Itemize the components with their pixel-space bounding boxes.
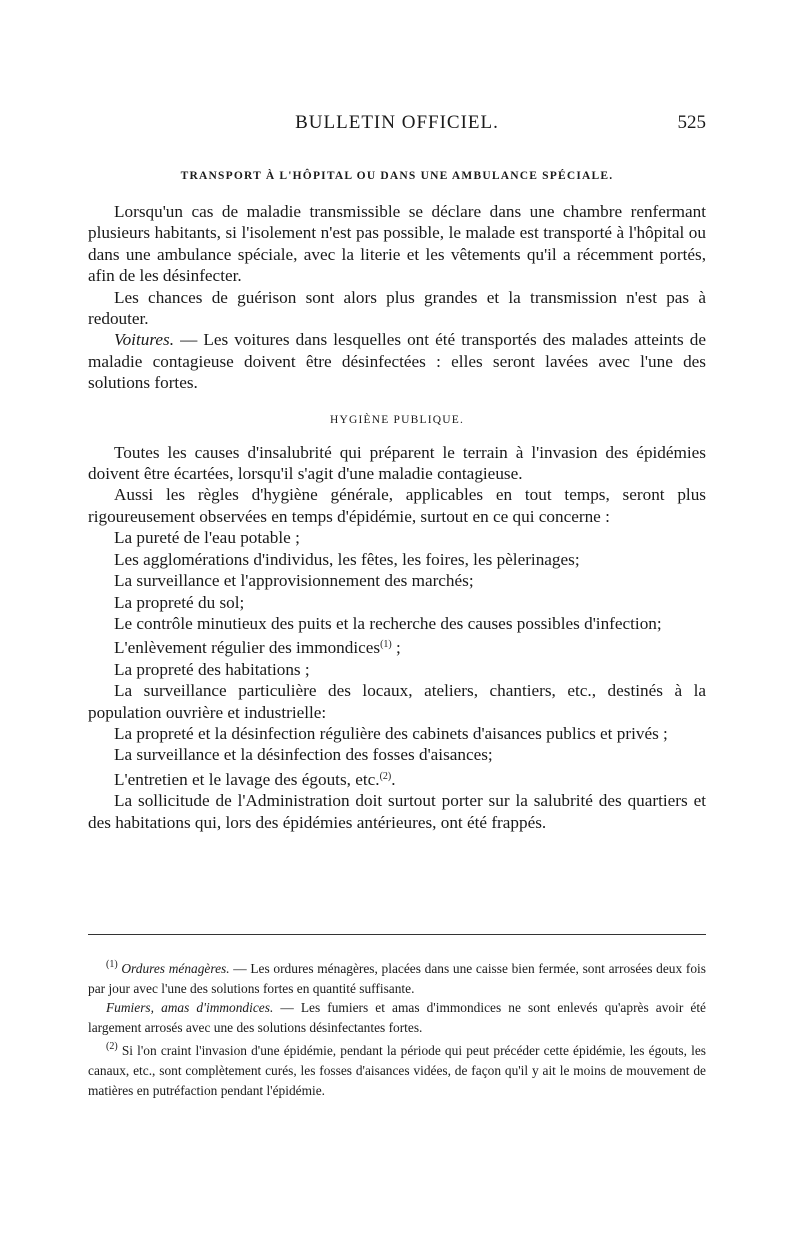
section-heading-hygiene: HYGIÈNE PUBLIQUE. [329, 413, 465, 426]
list-item [88, 766, 706, 790]
italic-lead: Voitures. [114, 330, 174, 350]
main-text [88, 170, 706, 833]
page-number: 525 [677, 112, 706, 133]
list-item: La pureté de l'eau potable ; [114, 528, 300, 548]
paragraph-voitures [88, 329, 706, 393]
list-item-text: L'entretien et le lavage des égouts, etc. [114, 769, 380, 789]
list-item: La propreté du sol; [114, 592, 245, 612]
list-item: Le contrôle minutieux des puits et la recherche des causes possibles d'infection; [114, 613, 662, 633]
footnote-2 [88, 1037, 706, 1100]
list-item: La sollicitude de l'Administration doit surtout porter sur la salubrité des quartiers et des habitations qui, lors des épidémies antérieures, ont été frappés. [88, 791, 706, 832]
list-item: La surveillance et l'approvisionnement des marchés; [114, 571, 474, 591]
list-item-suffix: . [391, 769, 396, 789]
italic-lead: Ordures ménagères. [121, 961, 230, 976]
italic-lead: Fumiers, amas d'immondices. [106, 1000, 274, 1016]
footnote-1b [88, 998, 706, 1037]
footnote-text: — Les fumiers et amas d'immondices ne sont enlevés qu'après avoir été largement arrosés avec une des solutions désinfectantes fortes. [88, 1000, 706, 1035]
footnote-mark: (1) [106, 959, 118, 970]
footnote-text: Si l'on craint l'invasion d'une épidémie, pendant la période qui peut précéder cette épidémie, les égouts, les canaux, etc., sont complètement curés, les fosses d'aisances vidées, de façon qu'il y ait le moins de mouvement de matières en putréfaction pendant l'épidémie. [88, 1043, 706, 1098]
footnote-ref[interactable]: (2) [379, 770, 392, 782]
list-item: La propreté des habitations ; [114, 659, 310, 679]
list-item: Les agglomérations d'individus, les fêtes, les foires, les pèlerinages; [114, 549, 580, 569]
list-item-suffix: ; [391, 638, 401, 658]
running-title: BULLETIN OFFICIEL. [295, 112, 499, 133]
footnotes [88, 955, 706, 1100]
running-header [88, 112, 706, 142]
paragraph: Les chances de guérison sont alors plus grandes et la transmission n'est pas à redouter. [88, 287, 706, 329]
paragraph: Aussi les règles d'hygiène générale, applicables en tout temps, seront plus rigoureusement observées en temps d'épidémie, surtout en ce qui concerne : [88, 485, 706, 526]
footnote-ref[interactable]: (1) [380, 639, 392, 651]
section-heading-transport: TRANSPORT À L'HÔPITAL OU DANS UNE AMBULANCE SPÉCIALE. [180, 170, 614, 182]
list-item [88, 634, 706, 658]
list-item: La surveillance et la désinfection des fosses d'aisances; [114, 745, 493, 765]
list-item: La propreté et la désinfection régulière des cabinets d'aisances publics et privés ; [114, 723, 668, 743]
footnote-text: — Les ordures ménagères, placées dans une caisse bien fermée, sont arrosées deux fois par jour avec l'une des solutions fortes en quantité suffisante. [88, 961, 706, 996]
paragraph: Lorsqu'un cas de maladie transmissible se déclare dans une chambre renfermant plusieurs habitants, si l'isolement n'est pas possible, le malade est transporté à l'hôpital ou dans une ambulance spéciale, avec la literie et les vêtements qu'il a récemment portés, afin de les désinfecter. [88, 202, 706, 286]
list-item-text: L'enlèvement régulier des immondices [114, 638, 381, 658]
footnote-mark: (2) [106, 1041, 118, 1053]
list-item: La surveillance particulière des locaux, ateliers, chantiers, etc., destinés à la population ouvrière et industrielle: [88, 681, 706, 722]
footnote-1 [88, 955, 706, 998]
footnote-divider [88, 934, 706, 935]
paragraph-text: — Les voitures dans lesquelles ont été transportés des malades atteints de maladie contagieuse doivent être désinfectées : elles seront lavées avec l'une des solutions fortes. [88, 330, 706, 393]
paragraph: Toutes les causes d'insalubrité qui préparent le terrain à l'invasion des épidémies doivent être écartées, lorsqu'il s'agit d'une maladie contagieuse. [88, 442, 706, 484]
